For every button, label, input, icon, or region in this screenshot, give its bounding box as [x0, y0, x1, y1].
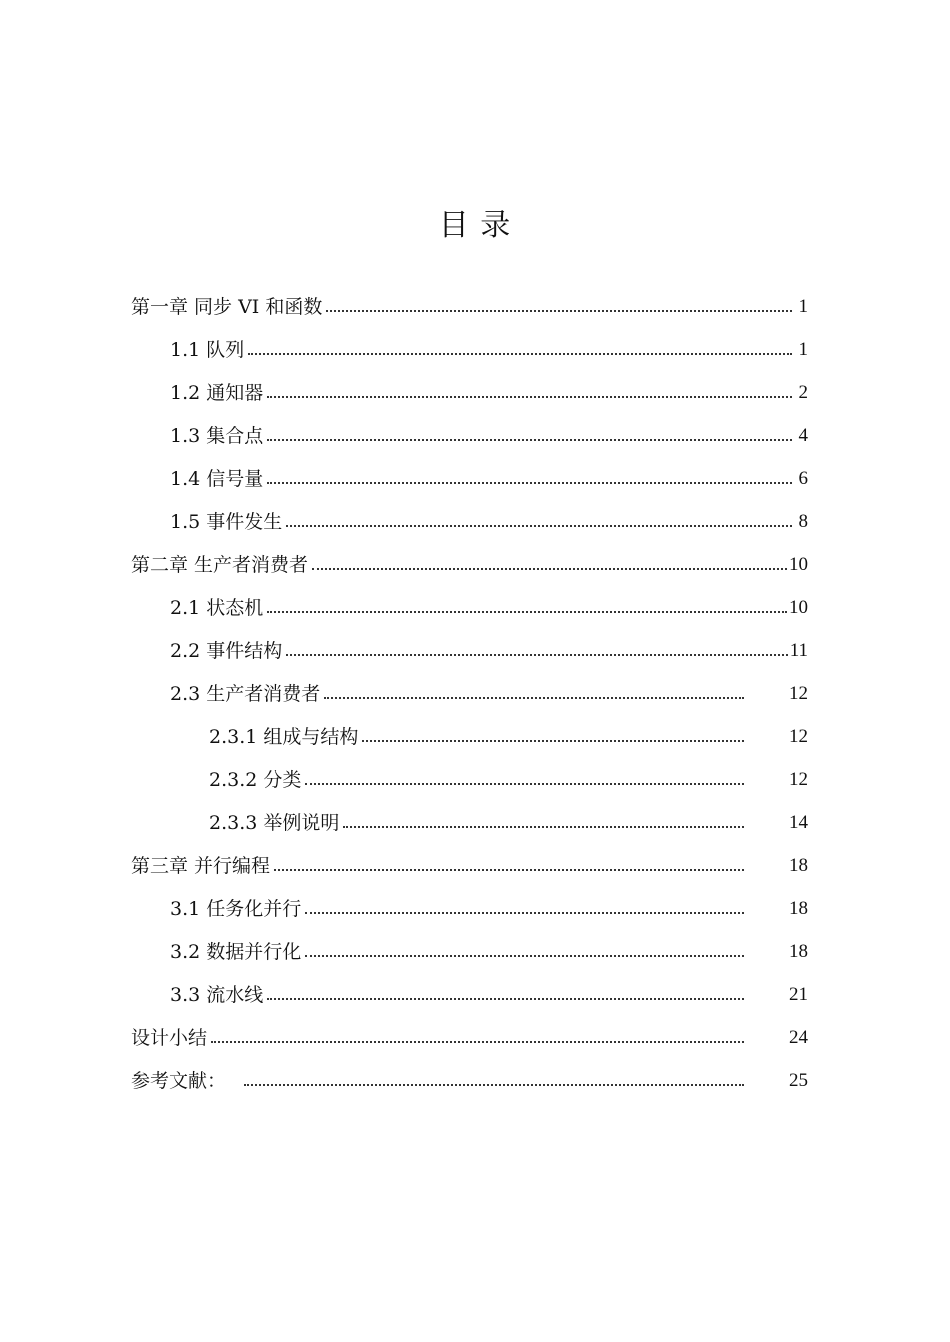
- dot-leader: [244, 1084, 744, 1086]
- dot-leader: [267, 439, 792, 441]
- toc-entry-page: 12: [789, 683, 808, 704]
- toc-entry-page: 24: [789, 1027, 808, 1048]
- dot-leader: [305, 955, 744, 957]
- page-title: 目 录: [438, 208, 512, 243]
- dot-leader: [312, 568, 787, 570]
- toc-entry[interactable]: [131, 290, 808, 320]
- toc-entry[interactable]: [170, 935, 808, 965]
- toc-entry[interactable]: [170, 677, 808, 707]
- toc-entry-label: 1.4 信号量: [170, 468, 264, 490]
- toc-entry-label: 3.3 流水线: [170, 984, 264, 1006]
- toc-entry[interactable]: [209, 720, 808, 750]
- dot-leader: [274, 869, 744, 871]
- toc-entry-label: 2.3.1 组成与结构: [209, 726, 359, 748]
- toc-entry-page: 14: [789, 812, 808, 833]
- dot-leader: [267, 396, 792, 398]
- dot-leader: [286, 525, 792, 527]
- toc-entry[interactable]: [170, 376, 808, 406]
- toc-entry[interactable]: [131, 1064, 808, 1094]
- dot-leader: [343, 826, 744, 828]
- toc-entry[interactable]: [170, 892, 808, 922]
- toc-entry[interactable]: [131, 1021, 808, 1051]
- toc-entry-page: 1: [798, 339, 808, 360]
- toc-entry-label: 2.3 生产者消费者: [170, 683, 321, 705]
- toc-entry[interactable]: [131, 849, 808, 879]
- toc-entry-label: 2.3.2 分类: [209, 769, 302, 791]
- toc-entry-page: 8: [798, 511, 808, 532]
- toc-entry-label: 2.2 事件结构: [170, 640, 283, 662]
- toc-entry[interactable]: [170, 462, 808, 492]
- toc-entry-page: 10: [789, 554, 808, 575]
- dot-leader: [305, 783, 744, 785]
- toc-entry-page: 18: [789, 855, 808, 876]
- toc-entry-page: 1: [798, 296, 808, 317]
- toc-entry-label: 第三章 并行编程: [131, 855, 271, 877]
- toc-entry-label: 第二章 生产者消费者: [131, 554, 309, 576]
- toc-entry[interactable]: [131, 548, 808, 578]
- dot-leader: [267, 482, 792, 484]
- dot-leader: [286, 654, 787, 656]
- toc-entry-label: 1.2 通知器: [170, 382, 264, 404]
- toc-entry-label: 参考文献：: [131, 1070, 227, 1092]
- toc-entry-page: 18: [789, 941, 808, 962]
- dot-leader: [248, 353, 792, 355]
- toc-entry-page: 2: [798, 382, 808, 403]
- toc-entry-label: 3.1 任务化并行: [170, 898, 302, 920]
- toc-entry[interactable]: [209, 763, 808, 793]
- toc-entry[interactable]: [170, 978, 808, 1008]
- toc-entry-page: 6: [798, 468, 808, 489]
- toc-entry[interactable]: [170, 634, 808, 664]
- toc-entry-page: 4: [798, 425, 808, 446]
- dot-leader: [326, 310, 792, 312]
- dot-leader: [324, 697, 744, 699]
- dot-leader: [211, 1041, 744, 1043]
- dot-leader: [305, 912, 744, 914]
- toc-entry[interactable]: [170, 333, 808, 363]
- toc-entry[interactable]: [170, 419, 808, 449]
- toc-entry-label: 1.1 队列: [170, 339, 245, 361]
- toc-entry-page: 10: [789, 597, 808, 618]
- toc-entry-page: 25: [789, 1070, 808, 1091]
- toc-entry-label: 1.5 事件发生: [170, 511, 283, 533]
- toc-entry-page: 21: [789, 984, 808, 1005]
- toc-entry-label: 第一章 同步 VI 和函数: [131, 296, 323, 318]
- toc-entry-page: 12: [789, 726, 808, 747]
- toc-entry-page: 18: [789, 898, 808, 919]
- dot-leader: [267, 611, 787, 613]
- toc-entry[interactable]: [209, 806, 808, 836]
- toc-entry-label: 1.3 集合点: [170, 425, 264, 447]
- toc-entry-label: 2.3.3 举例说明: [209, 812, 340, 834]
- toc-entry-label: 设计小结: [131, 1027, 208, 1049]
- toc-entry-label: 2.1 状态机: [170, 597, 264, 619]
- toc-entry[interactable]: [170, 505, 808, 535]
- toc-entry-label: 3.2 数据并行化: [170, 941, 302, 963]
- toc-entry-page: 12: [789, 769, 808, 790]
- toc-entry[interactable]: [170, 591, 808, 621]
- toc-entry-page: 11: [789, 640, 808, 661]
- dot-leader: [267, 998, 744, 1000]
- dot-leader: [362, 740, 744, 742]
